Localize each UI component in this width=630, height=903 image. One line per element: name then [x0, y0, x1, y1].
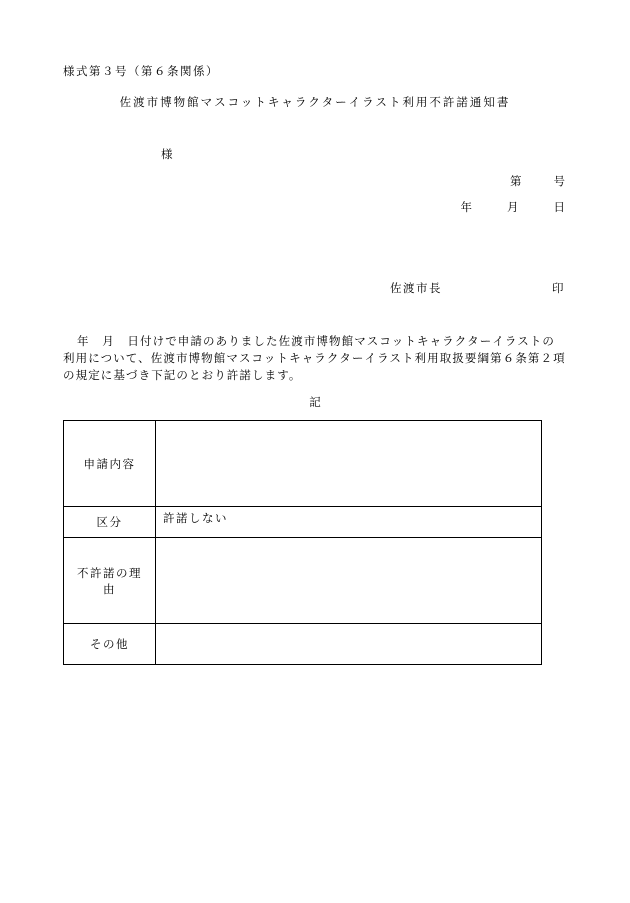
document-number-line [510, 173, 565, 189]
body-paragraph [63, 333, 566, 384]
form-number: 様式第３号（第６条関係） [63, 64, 219, 78]
body-text: 年 月 日付けで申請のありました佐渡市博物館マスコットキャラクターイラストの利用について、佐渡市博物館マスコットキャラクターイラスト利用取扱要綱第６条第２項の規定に基づき下記のとおり許諾します。 [63, 334, 566, 382]
document-title: 佐渡市博物館マスコットキャラクターイラスト利用不許諾通知書 [119, 95, 511, 109]
row-label-application: 申請内容 [64, 421, 156, 507]
number-dai: 第 [510, 174, 522, 188]
row-value-category: 許諾しない [156, 507, 542, 538]
date-year: 年 [460, 200, 472, 214]
number-go: 号 [553, 174, 565, 188]
row-value-other [156, 624, 542, 665]
table-row [64, 538, 542, 624]
table-row [64, 421, 542, 507]
addressee-honorific: 様 [161, 147, 173, 161]
date-month: 月 [507, 200, 519, 214]
row-label-reason [64, 538, 156, 624]
ki-heading: 記 [309, 395, 321, 409]
table-row [64, 507, 542, 538]
seal-mark: 印 [552, 281, 564, 295]
row-label-other: その他 [64, 624, 156, 665]
row-label-category: 区分 [64, 507, 156, 538]
date-line [461, 199, 566, 215]
row-value-reason [156, 538, 542, 624]
details-table [63, 420, 542, 665]
issuer-title: 佐渡市長 [390, 281, 442, 295]
row-value-application [156, 421, 542, 507]
row-label-reason-text: 不許諾の理由 [77, 565, 142, 596]
table-row [64, 624, 542, 665]
date-day: 日 [553, 200, 565, 214]
